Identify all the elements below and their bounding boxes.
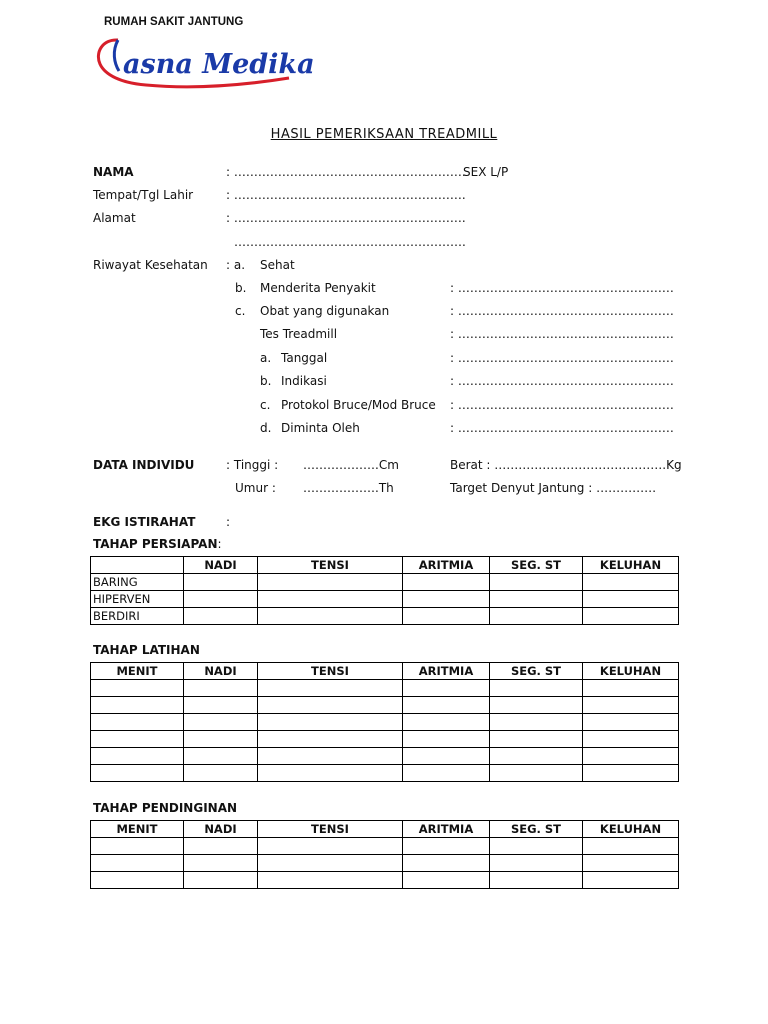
- table-cell[interactable]: [258, 748, 403, 765]
- data-individu-label: DATA INDIVIDU: [93, 458, 195, 472]
- persiapan-title: [93, 537, 222, 551]
- pendinginan-table: [90, 820, 679, 889]
- table-cell[interactable]: [184, 855, 258, 872]
- ekg-istirahat-label: EKG ISTIRAHAT: [93, 515, 196, 529]
- table-cell[interactable]: [258, 591, 403, 608]
- hasna-medika-logo: [94, 31, 315, 93]
- latihan-header-row: [91, 663, 679, 680]
- tes-b-value: : ………………………………………………: [450, 374, 674, 388]
- table-cell[interactable]: [490, 714, 583, 731]
- persiapan-col-aritmia: ARITMIA: [403, 557, 490, 574]
- table-cell[interactable]: [403, 765, 490, 782]
- table-cell[interactable]: [258, 697, 403, 714]
- table-cell[interactable]: [258, 714, 403, 731]
- riwayat-label: Riwayat Kesehatan: [93, 258, 208, 272]
- latihan-title: TAHAP LATIHAN: [93, 643, 200, 657]
- tes-b-letter: b.: [260, 374, 272, 388]
- table-cell[interactable]: [583, 680, 679, 697]
- table-cell[interactable]: [583, 697, 679, 714]
- table-cell[interactable]: [490, 680, 583, 697]
- table-cell[interactable]: [490, 838, 583, 855]
- persiapan-header-row: [91, 557, 679, 574]
- pendinginan-header-row: [91, 821, 679, 838]
- persiapan-table: [90, 556, 679, 625]
- table-cell[interactable]: [403, 608, 490, 625]
- table-cell[interactable]: [403, 838, 490, 855]
- table-row: [91, 872, 679, 889]
- table-row: [91, 765, 679, 782]
- table-cell[interactable]: [490, 872, 583, 889]
- persiapan-col-blank: [91, 557, 184, 574]
- table-cell[interactable]: [583, 731, 679, 748]
- berat-field: Berat : …………………………………….Kg: [450, 458, 682, 472]
- row-label-berdiri: BERDIRI: [91, 608, 184, 625]
- table-cell[interactable]: [91, 748, 184, 765]
- persiapan-title-colon: :: [217, 537, 222, 551]
- table-cell[interactable]: [583, 838, 679, 855]
- tes-a-letter: a.: [260, 351, 272, 365]
- table-row: [91, 574, 679, 591]
- tes-c-label: Protokol Bruce/Mod Bruce: [281, 398, 436, 412]
- riwayat-c-letter: c.: [235, 304, 246, 318]
- table-cell[interactable]: [403, 591, 490, 608]
- table-cell[interactable]: [184, 697, 258, 714]
- tes-treadmill-value: : ………………………………………………: [450, 327, 674, 341]
- table-cell[interactable]: [91, 680, 184, 697]
- table-row: [91, 748, 679, 765]
- row-label-baring: BARING: [91, 574, 184, 591]
- table-cell[interactable]: [91, 765, 184, 782]
- tes-b-label: Indikasi: [281, 374, 327, 388]
- nama-label: NAMA: [93, 165, 134, 179]
- alamat-value-line2: ………………………………………………….: [234, 235, 466, 249]
- table-row: [91, 838, 679, 855]
- table-cell[interactable]: [490, 748, 583, 765]
- table-row: [91, 855, 679, 872]
- target-denyut-field: Target Denyut Jantung : ……………: [450, 481, 657, 495]
- pendinginan-col-aritmia: ARITMIA: [403, 821, 490, 838]
- persiapan-col-nadi: NADI: [184, 557, 258, 574]
- table-cell[interactable]: [583, 591, 679, 608]
- tes-a-value: : ………………………………………………: [450, 351, 674, 365]
- table-cell[interactable]: [91, 872, 184, 889]
- table-cell[interactable]: [91, 714, 184, 731]
- table-cell[interactable]: [403, 697, 490, 714]
- table-cell[interactable]: [258, 731, 403, 748]
- table-row: [91, 680, 679, 697]
- table-row: [91, 714, 679, 731]
- umur-value: ……………….Th: [303, 481, 394, 495]
- table-cell[interactable]: [490, 765, 583, 782]
- table-cell[interactable]: [403, 680, 490, 697]
- riwayat-a-text: Sehat: [260, 258, 295, 272]
- tinggi-value: ……………….Cm: [303, 458, 399, 472]
- table-cell[interactable]: [583, 574, 679, 591]
- sex-label: SEX L/P: [463, 165, 509, 179]
- pendinginan-col-seg-st: SEG. ST: [490, 821, 583, 838]
- table-cell[interactable]: [490, 608, 583, 625]
- table-cell[interactable]: [583, 608, 679, 625]
- ttl-label: Tempat/Tgl Lahir: [93, 188, 194, 202]
- tes-treadmill-label: Tes Treadmill: [260, 327, 338, 341]
- hospital-type-label: RUMAH SAKIT JANTUNG: [104, 16, 244, 28]
- table-cell[interactable]: [258, 608, 403, 625]
- persiapan-col-tensi: TENSI: [258, 557, 403, 574]
- tes-d-label: Diminta Oleh: [281, 421, 360, 435]
- pendinginan-title: TAHAP PENDINGINAN: [93, 801, 238, 815]
- table-cell[interactable]: [91, 838, 184, 855]
- table-cell[interactable]: [258, 838, 403, 855]
- persiapan-col-seg-st: SEG. ST: [490, 557, 583, 574]
- umur-label: Umur :: [235, 481, 276, 495]
- table-cell[interactable]: [184, 680, 258, 697]
- riwayat-b-text: Menderita Penyakit: [260, 281, 376, 295]
- nama-value: : ………………………………………………….: [226, 165, 466, 179]
- document-title-text: HASIL PEMERIKSAAN TREADMILL: [270, 127, 498, 142]
- table-cell[interactable]: [184, 591, 258, 608]
- table-cell[interactable]: [91, 697, 184, 714]
- alamat-value: : ………………………………………………….: [226, 211, 466, 225]
- table-cell[interactable]: [403, 574, 490, 591]
- riwayat-c-text: Obat yang digunakan: [260, 304, 390, 318]
- table-cell[interactable]: [184, 748, 258, 765]
- table-cell[interactable]: [490, 697, 583, 714]
- table-cell[interactable]: [184, 765, 258, 782]
- ttl-value: : ………………………………………………….: [226, 188, 466, 202]
- riwayat-b-letter: b.: [235, 281, 247, 295]
- table-cell[interactable]: [583, 714, 679, 731]
- latihan-col-aritmia: ARITMIA: [403, 663, 490, 680]
- tinggi-label: : Tinggi :: [226, 458, 279, 472]
- row-label-hiperven: HIPERVEN: [91, 591, 184, 608]
- table-cell[interactable]: [403, 714, 490, 731]
- table-cell[interactable]: [184, 714, 258, 731]
- table-cell[interactable]: [258, 574, 403, 591]
- alamat-label: Alamat: [93, 211, 136, 225]
- pendinginan-col-nadi: NADI: [184, 821, 258, 838]
- table-cell[interactable]: [91, 855, 184, 872]
- table-cell[interactable]: [490, 574, 583, 591]
- table-cell[interactable]: [184, 574, 258, 591]
- table-cell[interactable]: [583, 765, 679, 782]
- table-cell[interactable]: [184, 608, 258, 625]
- tes-c-value: : ………………………………………………: [450, 398, 674, 412]
- pendinginan-col-keluhan: KELUHAN: [583, 821, 679, 838]
- persiapan-col-keluhan: KELUHAN: [583, 557, 679, 574]
- latihan-col-menit: MENIT: [91, 663, 184, 680]
- table-row: [91, 731, 679, 748]
- persiapan-title-text: TAHAP PERSIAPAN: [93, 537, 218, 551]
- table-row: [91, 591, 679, 608]
- riwayat-c-value: : ………………………………………………: [450, 304, 674, 318]
- tes-a-label: Tanggal: [281, 351, 328, 365]
- table-cell[interactable]: [490, 591, 583, 608]
- latihan-col-keluhan: KELUHAN: [583, 663, 679, 680]
- table-cell[interactable]: [184, 731, 258, 748]
- latihan-col-seg-st: SEG. ST: [490, 663, 583, 680]
- document-title: [0, 127, 768, 142]
- table-cell[interactable]: [490, 855, 583, 872]
- table-cell[interactable]: [258, 765, 403, 782]
- table-cell[interactable]: [490, 731, 583, 748]
- table-cell[interactable]: [403, 731, 490, 748]
- latihan-col-tensi: TENSI: [258, 663, 403, 680]
- latihan-col-nadi: NADI: [184, 663, 258, 680]
- table-cell[interactable]: [583, 855, 679, 872]
- ekg-colon: :: [226, 515, 231, 529]
- table-cell[interactable]: [258, 872, 403, 889]
- table-cell[interactable]: [91, 731, 184, 748]
- pendinginan-col-tensi: TENSI: [258, 821, 403, 838]
- latihan-table: [90, 662, 679, 782]
- svg-text:asna Medika: asna Medika: [123, 49, 315, 80]
- tes-d-letter: d.: [260, 421, 272, 435]
- table-row: [91, 608, 679, 625]
- table-cell[interactable]: [403, 748, 490, 765]
- table-cell[interactable]: [403, 855, 490, 872]
- table-cell[interactable]: [583, 872, 679, 889]
- table-cell[interactable]: [583, 748, 679, 765]
- riwayat-prefix: : a.: [226, 258, 246, 272]
- riwayat-b-value: : ………………………………………………: [450, 281, 674, 295]
- table-cell[interactable]: [403, 872, 490, 889]
- table-cell[interactable]: [184, 872, 258, 889]
- table-cell[interactable]: [184, 838, 258, 855]
- tes-c-letter: c.: [260, 398, 271, 412]
- table-cell[interactable]: [258, 680, 403, 697]
- pendinginan-col-menit: MENIT: [91, 821, 184, 838]
- table-cell[interactable]: [258, 855, 403, 872]
- table-row: [91, 697, 679, 714]
- tes-d-value: : ………………………………………………: [450, 421, 674, 435]
